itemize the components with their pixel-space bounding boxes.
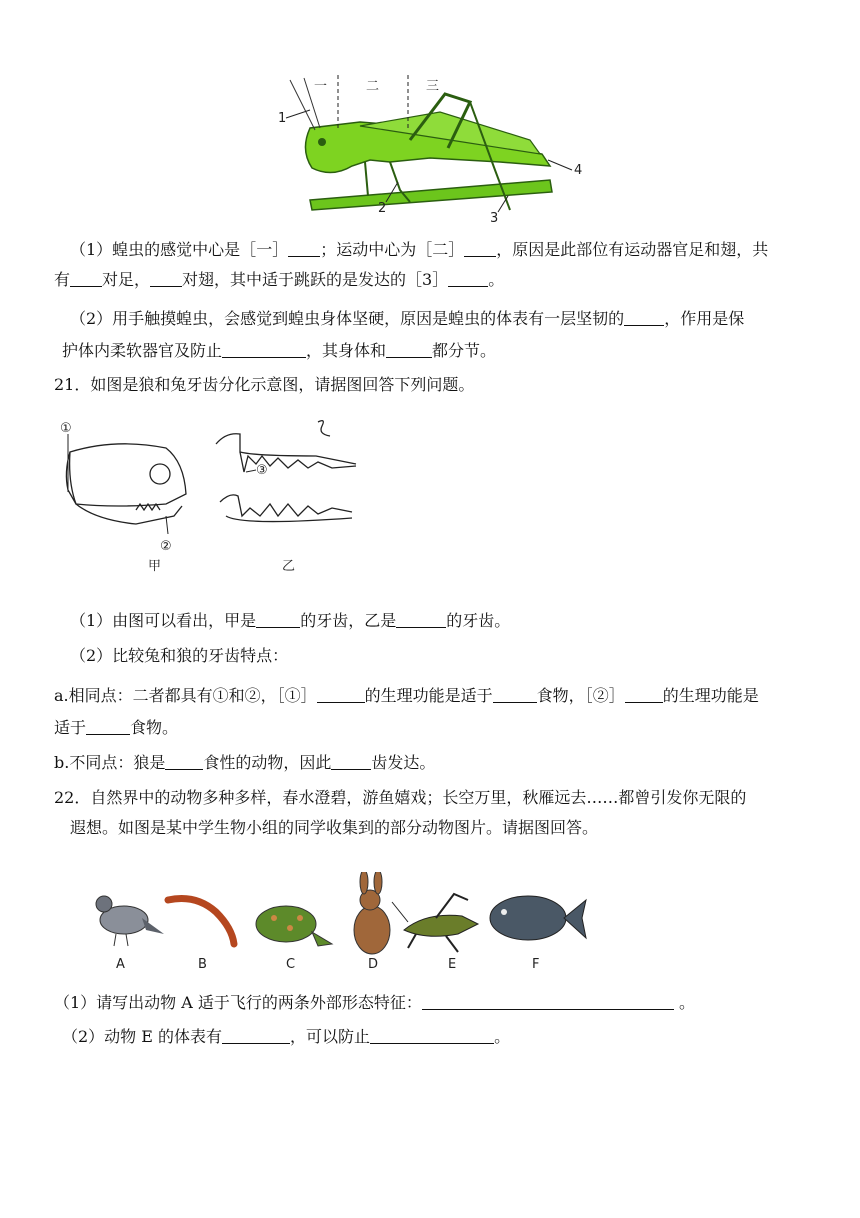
q21-part1 (70, 611, 510, 631)
animal-label-a: A (116, 957, 125, 972)
answer-blank[interactable] (448, 270, 488, 287)
marker-2: ② (160, 539, 172, 554)
text: （2）比较兔和狼的牙齿特点： (70, 646, 289, 665)
text: 的牙齿。 (446, 611, 511, 630)
grasshopper-drawing (290, 78, 552, 210)
section-label-2: 二 (366, 79, 380, 94)
answer-blank[interactable] (331, 753, 371, 770)
text: ，其身体和 (306, 341, 387, 360)
text: 二］ (432, 240, 465, 259)
caption-jia: 甲 (148, 559, 162, 574)
text: 对翅，其中适于跳跃的是发达的［ (182, 270, 423, 289)
text: （1）由图可以看出，甲是 (70, 611, 257, 630)
part-number-4: 4 (574, 163, 583, 178)
text: ，原因是此部位有运动器官足和翅，共 (496, 240, 769, 259)
text: 食物，［ (536, 686, 593, 705)
part-number-1: 1 (278, 111, 287, 126)
text: b.不同点：狼是 (54, 753, 166, 772)
answer-blank[interactable] (624, 309, 664, 326)
text: 齿发达。 (371, 753, 436, 772)
answer-blank[interactable] (493, 686, 537, 703)
q21-stem (54, 375, 474, 395)
text: 食物。 (130, 718, 179, 737)
text: （1）请写出动物 A 适于飞行的两条外部形态特征： (54, 993, 422, 1012)
text: 。 (494, 1027, 511, 1046)
text: 有 (54, 270, 71, 289)
q22-stem-line1 (54, 788, 746, 808)
animal-label-e: E (448, 957, 457, 972)
fish-drawing (490, 896, 586, 940)
q20-part2-line2 (62, 341, 496, 361)
earthworm-drawing (168, 899, 234, 945)
section-label-1: 一 (314, 79, 328, 94)
text: 护体内柔软器官及防止 (62, 341, 223, 360)
q20-part2-line1 (70, 309, 744, 329)
q21-a-line1 (54, 686, 759, 706)
answer-blank[interactable] (288, 240, 320, 257)
text: 22．自然界中的动物多种多样，春水澄碧，游鱼嬉戏；长空万里，秋雁远去……都曾引发你无限的 (54, 788, 747, 807)
text: 3］ (422, 270, 449, 289)
teeth-figure (56, 412, 376, 582)
answer-blank[interactable] (396, 611, 446, 628)
q22-part1 (54, 993, 695, 1013)
animal-label-c: C (286, 957, 296, 972)
text: 的牙齿，乙是 (300, 611, 397, 630)
answer-blank[interactable] (317, 686, 365, 703)
text: ，可以防止 (290, 1027, 371, 1046)
answer-blank[interactable] (625, 686, 663, 703)
answer-blank[interactable] (150, 270, 182, 287)
answer-blank[interactable] (464, 240, 496, 257)
grasshopper-small-drawing (392, 894, 478, 952)
text: ，作用是保 (664, 309, 745, 328)
rabbit-drawing (354, 872, 390, 954)
text: a.相同点：二者都具有①和②，［ (54, 686, 285, 705)
animal-label-f: F (532, 957, 540, 972)
text: （2）动物 E 的体表有 (62, 1027, 223, 1046)
text: ①］ (284, 686, 317, 705)
wolf-jaw-drawing (216, 421, 356, 522)
animals-figure (86, 872, 596, 972)
q22-stem-line2 (70, 818, 598, 838)
text: 对足， (102, 270, 151, 289)
answer-blank[interactable] (370, 1027, 494, 1044)
part-number-2: 2 (378, 201, 387, 216)
text: 适于 (54, 718, 87, 737)
section-label-3: 三 (426, 79, 440, 94)
text: 食性的动物，因此 (203, 753, 332, 772)
text: 。 (673, 993, 696, 1012)
part-number-3: 3 (490, 211, 499, 226)
animal-label-d: D (368, 957, 379, 972)
answer-blank[interactable] (222, 341, 306, 358)
grasshopper-figure (270, 70, 600, 230)
text: 都分节。 (432, 341, 497, 360)
text: （2）用手触摸蝗虫，会感觉到蝗虫身体坚硬，原因是蝗虫的体表有一层坚韧的 (70, 309, 625, 328)
text: 。 (488, 270, 505, 289)
caption-yi: 乙 (282, 559, 296, 574)
answer-blank[interactable] (165, 753, 203, 770)
answer-blank[interactable] (222, 1027, 290, 1044)
answer-blank[interactable] (86, 718, 130, 735)
q20-part1-line1 (70, 240, 768, 260)
text: 一］ (256, 240, 289, 259)
q20-part1-line2 (54, 270, 504, 290)
marker-3: ③ (256, 463, 268, 478)
marker-1: ① (60, 421, 72, 436)
answer-blank[interactable] (70, 270, 102, 287)
q21-b-line (54, 753, 435, 773)
q22-part2 (62, 1027, 510, 1047)
frog-drawing (256, 906, 332, 946)
text: ②］ (592, 686, 625, 705)
text: 的生理功能是适于 (364, 686, 493, 705)
animal-label-b: B (198, 957, 207, 972)
text: 遐想。如图是某中学生物小组的同学收集到的部分动物图片。请据图回答。 (70, 818, 599, 837)
text: 的生理功能是 (662, 686, 759, 705)
q21-part2 (70, 646, 288, 666)
answer-blank[interactable] (422, 993, 674, 1010)
text: ；运动中心为［ (320, 240, 433, 259)
answer-blank[interactable] (386, 341, 432, 358)
text: 21．如图是狼和兔牙齿分化示意图，请据图回答下列问题。 (54, 375, 475, 394)
text: （1）蝗虫的感觉中心是［ (70, 240, 257, 259)
q21-a-line2 (54, 718, 178, 738)
rabbit-skull-drawing (66, 444, 186, 524)
pigeon-drawing (96, 896, 164, 946)
answer-blank[interactable] (256, 611, 300, 628)
